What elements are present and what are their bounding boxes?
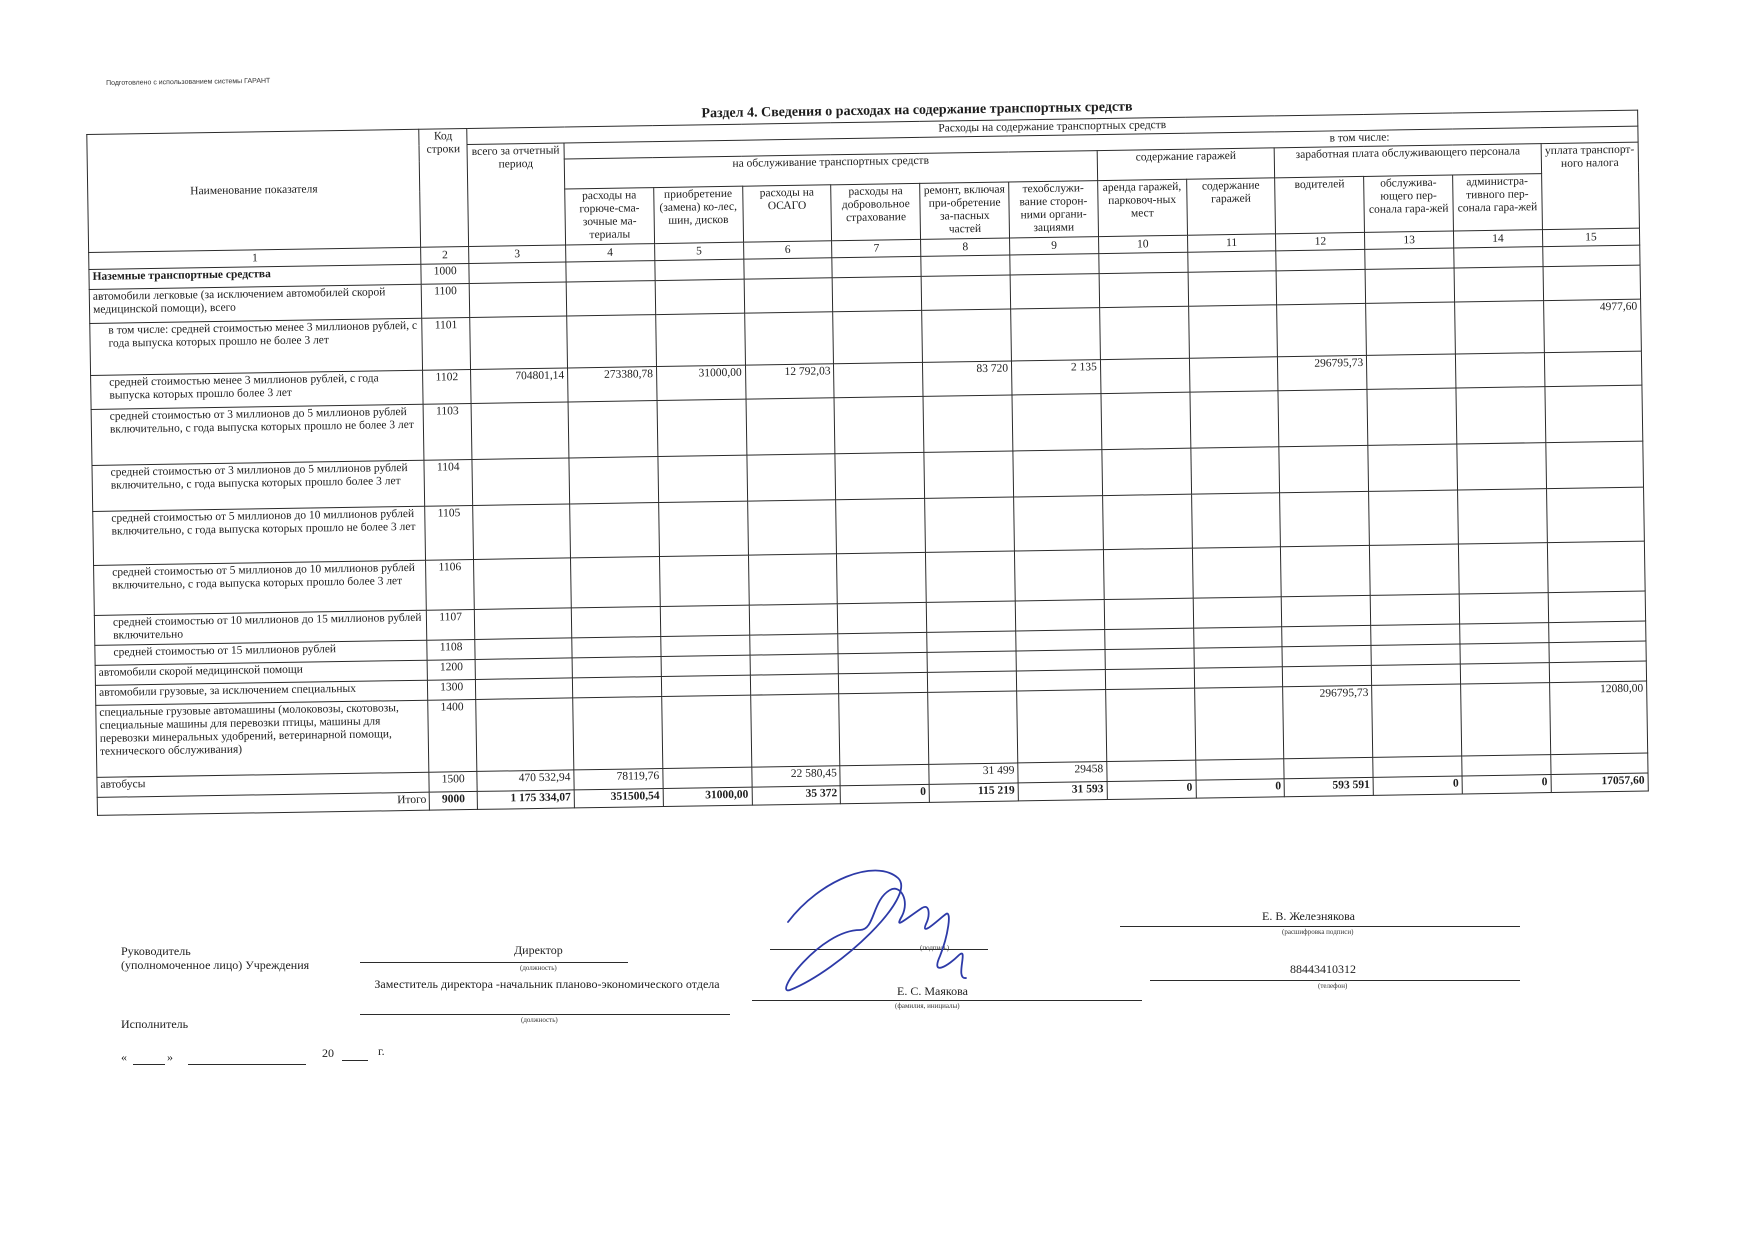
phone-caption: (телефон) (1318, 982, 1348, 990)
row-code: 1102 (423, 369, 471, 404)
col-number: 4 (566, 244, 655, 262)
value-cell: 470 532,94 (477, 770, 574, 792)
col-number: 12 (1276, 232, 1365, 250)
date-open-quote: « (121, 1050, 127, 1064)
col-tax-header: уплата транспорт-ного налога (1541, 142, 1640, 230)
value-cell: 29458 (1018, 762, 1107, 783)
value-cell: 31 499 (929, 763, 1018, 784)
col-number: 5 (654, 242, 743, 260)
handwritten-signature (780, 860, 1010, 1000)
total-value-cell: 35 372 (752, 786, 841, 805)
row-code: 1106 (426, 559, 474, 610)
salary-group-header: заработная плата обслуживающего персонала (1275, 144, 1542, 178)
executor-position-line (360, 1014, 730, 1015)
col-tires-header: приобретение (замена) ко-лес, шин, дисков (654, 186, 744, 243)
row-name: автобусы (97, 772, 430, 797)
total-value-cell: 0 (1196, 779, 1285, 798)
row-name: Наземные транспортные средства (89, 264, 422, 289)
row-code: 1100 (422, 284, 470, 319)
row-name: средней стоимостью менее 3 миллионов рублей, с года выпуска которых прошло более 3 лет (91, 370, 424, 409)
row-name: автомобили легковые (за исключением автомобилей скорой медицинской помощи), всего (89, 284, 422, 323)
col-admin-staff-header: администра-тивного пер-сонала гара-жей (1453, 174, 1543, 231)
value-cell: 12080,00 (1549, 681, 1647, 755)
executor-name-caption: (фамилия, инициалы) (895, 1002, 960, 1010)
row-name: средней стоимостью от 3 миллионов до 5 миллионов рублей включительно, с года выпуска которых прошло более 3 лет (92, 460, 425, 511)
service-group-header: на обслуживание транспортных средств (564, 151, 1097, 189)
col-number: 6 (743, 241, 832, 259)
row-code: 1108 (427, 639, 475, 660)
value-cell: 704801,14 (470, 368, 568, 404)
row-name: средней стоимостью от 3 миллионов до 5 миллионов рублей включительно, с года выпуска которых прошло не более 3 лет (91, 404, 424, 465)
date-year-prefix: 20 (322, 1046, 334, 1060)
col-number: 11 (1187, 234, 1276, 252)
col-garage-rent-header: аренда гаражей, парковоч-ных мест (1097, 179, 1187, 236)
row-code: 1000 (421, 264, 469, 285)
executor-position-caption: (должность) (521, 1016, 558, 1024)
total-value-cell: 1 175 334,07 (477, 790, 574, 810)
value-cell: 296795,73 (1278, 355, 1367, 390)
row-name: средней стоимостью от 5 миллионов до 10 миллионов рублей включительно, с года выпуска которых прошло не более 3 лет (93, 506, 426, 565)
col-number: 9 (1010, 237, 1099, 255)
row-code: 1500 (429, 771, 477, 792)
col-osago-header: расходы на ОСАГО (742, 185, 832, 242)
section-title: Раздел 4. Сведения о расходах на содержание транспортных средств (701, 99, 1133, 122)
date-year-line (342, 1060, 368, 1061)
date-close-quote: » (167, 1050, 173, 1064)
row-name: в том числе: средней стоимостью менее 3 миллионов рублей, с года выпуска которых прошло не более 3 лет (90, 318, 423, 375)
head-label: Руководитель (121, 944, 191, 958)
col-number: 14 (1453, 230, 1542, 248)
date-day-line (133, 1064, 165, 1065)
total-code: 9000 (430, 791, 478, 810)
value-cell: 22 580,45 (751, 766, 840, 787)
col-number: 7 (832, 239, 921, 257)
total-value-cell: 0 (841, 784, 930, 803)
total-value-cell: 593 591 (1284, 777, 1373, 796)
row-code: 1200 (428, 659, 476, 680)
col-drivers-header: водителей (1275, 176, 1365, 233)
row-name: средней стоимостью от 15 миллионов рублей (95, 640, 428, 665)
col-number: 3 (469, 245, 566, 264)
row-code: 1107 (427, 609, 475, 640)
total-value-cell: 0 (1462, 775, 1551, 794)
row-code: 1101 (422, 317, 470, 370)
col-number: 10 (1098, 235, 1187, 253)
row-code: 1103 (424, 403, 472, 460)
phone-line (1150, 980, 1520, 981)
head-sublabel: (уполномоченное лицо) Учреждения (121, 958, 310, 972)
executor-name: Е. С. Маякова (897, 984, 968, 998)
row-code: 1104 (424, 459, 472, 506)
head-position: Директор (514, 943, 563, 957)
value-cell: 31000,00 (656, 365, 745, 400)
col-garage-upkeep-header: содержание гаражей (1186, 178, 1276, 235)
col-voluntary-header: расходы на добровольное страхование (831, 183, 921, 240)
value-cell: 4977,60 (1543, 299, 1641, 353)
date-month-line (188, 1064, 306, 1065)
garant-note: Подготовлено с использованием системы ГАРАНТ (106, 77, 271, 87)
total-value-cell: 0 (1373, 776, 1462, 795)
value-cell: 2 135 (1011, 360, 1100, 395)
col-number: 1 (89, 247, 422, 269)
executor-name-line (752, 1000, 1142, 1001)
total-value-cell: 31 593 (1018, 782, 1107, 801)
total-value-cell: 31000,00 (663, 787, 752, 806)
signature-caption: (подпись) (920, 944, 950, 952)
col-total-header: всего за отчетный период (467, 143, 566, 247)
executor-position: Заместитель директора -начальник планово-экономического отдела (374, 977, 720, 991)
total-value-cell: 17057,60 (1551, 773, 1648, 793)
col-number: 2 (421, 247, 469, 265)
value-cell: 273380,78 (568, 367, 657, 402)
row-name: средней стоимостью от 5 миллионов до 10 миллионов рублей включительно, с года выпуска которых прошло более 3 лет (94, 560, 427, 615)
total-value-cell: 351500,54 (574, 789, 663, 808)
col-repair-header: ремонт, включая при-обретение за-пасных частей (920, 182, 1010, 239)
col-number: 8 (921, 238, 1010, 256)
col-number: 13 (1365, 231, 1454, 249)
date-suffix: г. (378, 1044, 385, 1058)
col-number: 15 (1542, 228, 1639, 247)
total-label: Итого (97, 792, 430, 815)
head-decoded-name: Е. В. Железнякова (1262, 909, 1355, 923)
row-name: специальные грузовые автомашины (молоковозы, скотовозы, специальные машины для перевозки птицы, машины для перевозки минеральных удобрений, ветеринарной помощи, технического обслуживания) (96, 700, 430, 777)
col-code-header: Код строки (419, 129, 468, 248)
row-code: 1105 (425, 505, 473, 560)
row-name: автомобили грузовые, за исключением специальных (95, 680, 428, 705)
garage-group-header: содержание гаражей (1097, 148, 1275, 181)
value-cell: 12 792,03 (745, 364, 834, 399)
col-maintenance-header: техобслужи-вание сторон-ними органи-зациями (1009, 181, 1099, 238)
head-position-caption: (должность) (520, 964, 557, 972)
total-value-cell: 115 219 (929, 783, 1018, 802)
row-name: автомобили скорой медицинской помощи (95, 660, 428, 685)
expenses-group-header: Расходы на содержание транспортных средств (467, 110, 1638, 144)
row-name: средней стоимостью от 10 миллионов до 15 миллионов рублей включительно (94, 610, 427, 645)
value-cell: 78119,76 (574, 769, 663, 790)
phone-number: 88443410312 (1290, 962, 1356, 976)
including-header: в том числе: (564, 126, 1638, 159)
head-decoded-caption: (расшифровка подписи) (1282, 928, 1354, 936)
head-position-line (360, 962, 628, 963)
head-decoded-line (1120, 926, 1520, 927)
col-fuel-header: расходы на горюче-сма-зочные ма-териалы (565, 188, 655, 245)
value-cell: 296795,73 (1283, 685, 1373, 758)
col-garage-staff-header: обслужива-ющего пер-сонала гара-жей (1364, 175, 1454, 232)
executor-label: Исполнитель (121, 1017, 189, 1031)
row-code: 1400 (428, 699, 477, 772)
value-cell: 83 720 (923, 361, 1012, 396)
total-value-cell: 0 (1107, 780, 1196, 799)
row-code: 1300 (428, 679, 476, 700)
col-name-header: Наименование показателя (87, 129, 421, 252)
